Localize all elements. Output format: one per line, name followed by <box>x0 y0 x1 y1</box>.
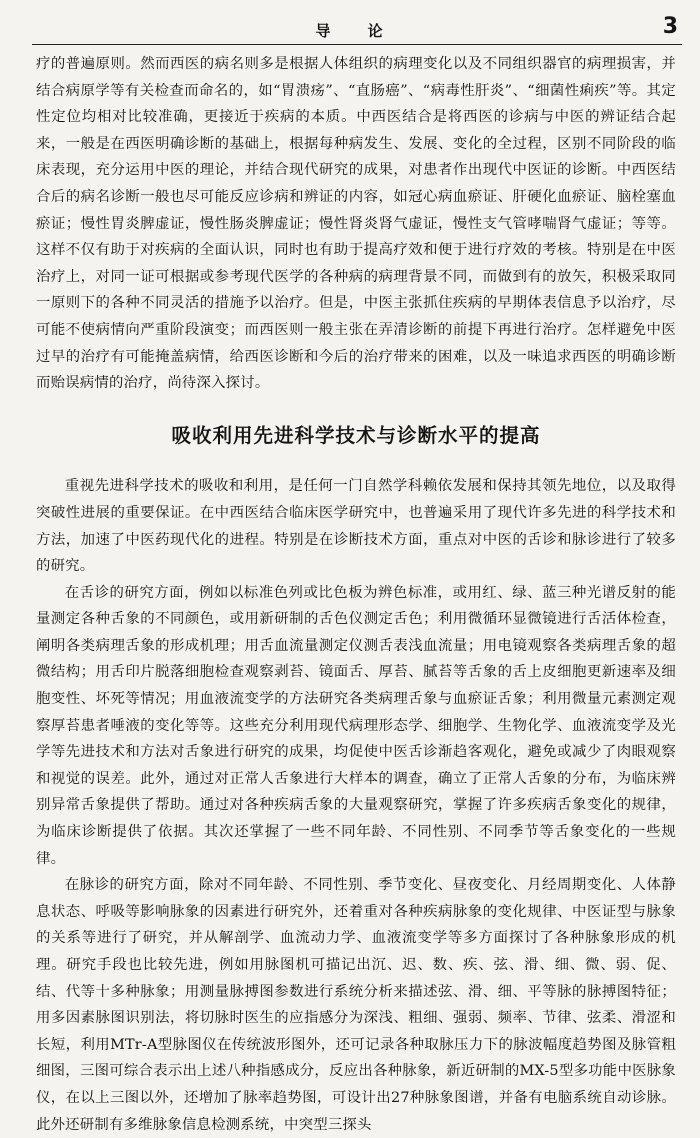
section-paragraph-2: 在舌诊的研究方面，例如以标准色列或比色板为辨色标准，或用红、绿、蓝三种光谱反射的能量测定各种舌象的不同颜色，或用新研制的舌色仪测定舌色；利用微循环显微镜进行舌活体检查，阐明各类病理舌象的形成机理；用舌血流量测定仪测舌表浅血流量；用电镜观察各类病理舌象的超微结构；用舌印片脱落细胞检查观察剥苔、镜面舌、厚苔、腻苔等舌象的舌上皮细胞更新速率及细胞变性、坏死等情况；用血液流变学的方法研究各类病理舌象与血瘀证舌象；利用微量元素测定观察厚苔患者唾液的变化等等。这些充分利用现代病理形态学、细胞学、生物化学、血液流变学及光学等先进技术和方法对舌象进行研究的成果，均促使中医舌诊渐趋客观化，避免或减少了肉眼观察和视觉的误差。此外，通过对正常人舌象进行大样本的调查，确立了正常人舌象的分布，为临床辨别异常舌象提供了帮助。通过对各种疾病舌象的大量观察研究，掌握了许多疾病舌象变化的规律，为临床诊断提供了依据。其次还掌握了一些不同年龄、不同性别、不同季节等舌象变化的一些规律。 <box>36 584 676 867</box>
page-header <box>32 0 682 45</box>
section-paragraph-3: 在脉诊的研究方面，除对不同年龄、不同性别、季节变化、昼夜变化、月经周期变化、人体静息状态、呼吸等影响脉象的因素进行研究外，还着重对各种疾病脉象的变化规律、中医证型与脉象的关系等进行了研究，并从解剖学、血流动力学、血液流变学等多方面探讨了各种脉象形成的机理。研究手段也比较先进，例如用脉图机可描记出沉、迟、数、疾、弦、滑、细、微、弱、促、结、代等十多种脉象；用测量脉搏图参数进行系统分析来描述弦、滑、细、平等脉的脉搏图特征；用多因素脉图识别法，将切脉时医生的应指感分为深浅、粗细、强弱、频率、节律、弦柔、滑涩和长短，利用MTr-A型脉图仪在传统波形图外，还可记录各种取脉压力下的脉波幅度趋势图及脉管粗细图，三图可综合表示出上述八种指感成分，反应出各种脉象，新近研制的MX-5型多功能中医脉象仪，在以上三图以外，还增加了脉率趋势图，可设计出27种脉象图谱，并备有电脑系统自动诊脉。此外还研制有多维脉象信息检测系统，中突型三探头 <box>36 877 676 1133</box>
page-number: 3 <box>662 14 678 39</box>
page-body <box>36 51 676 1138</box>
section-paragraph-1: 重视先进科学技术的吸收和利用，是任何一门自然学科赖依发展和保持其领先地位，以及取得突破性进展的重要保证。在中西医结合临床医学研究中，也普遍采用了现代许多先进的科学技术和方法，加速了中医药现代化的进程。特别是在诊断技术方面，重点对中医的舌诊和脉诊进行了较多的研究。 <box>36 478 676 575</box>
section-heading: 吸收利用先进科学技术与诊断水平的提高 <box>171 423 541 447</box>
continued-paragraph: 疗的普遍原则。然而西医的病名则多是根据人体组织的病理变化以及不同组织器官的病理损害，并结合病原学等有关检查而命名的，如“胃溃疡”、“直肠癌”、“病毒性肝炎”、“细菌性痢疾”等。其定性定位均相对比较准确，更接近于疾病的本质。中西医结合是将西医的诊病与中医的辨证结合起来，一般是在西医明确诊断的基础上，根据每种病发生、发展、变化的全过程，区别不同阶段的临床表现，充分运用中医的理论，并结合现代研究的成果，对患者作出现代中医证的诊断。中西医结合后的病名诊断一般也尽可能反应诊病和辨证的内容，如冠心病血瘀证、肝硬化血瘀证、脑栓塞血瘀证；慢性胃炎脾虚证，慢性肠炎脾虚证；慢性肾炎肾气虚证，慢性支气管哮喘肾气虚证；等等。这样不仅有助于对疾病的全面认识，同时也有助于提高疗效和便于进行疗效的考核。特别是在中医治疗上，对同一证可根据或参考现代医学的各种病的病理背景不同，而做到有的放矢，积极采取同一原则下的各种不同灵活的措施予以治疗。但是，中医主张抓住疾病的早期体表信息予以治疗，尽可能不使病情向严重阶段演变；而西医则一般主张在弄清诊断的前提下再进行治疗。怎样避免中医过早的治疗有可能掩盖病情，给西医诊断和今后的治疗带来的困难，以及一味追求西医的明确诊断而贻误病情的治疗，尚待深入探讨。 <box>36 56 676 392</box>
running-head: 导 论 <box>315 22 399 40</box>
